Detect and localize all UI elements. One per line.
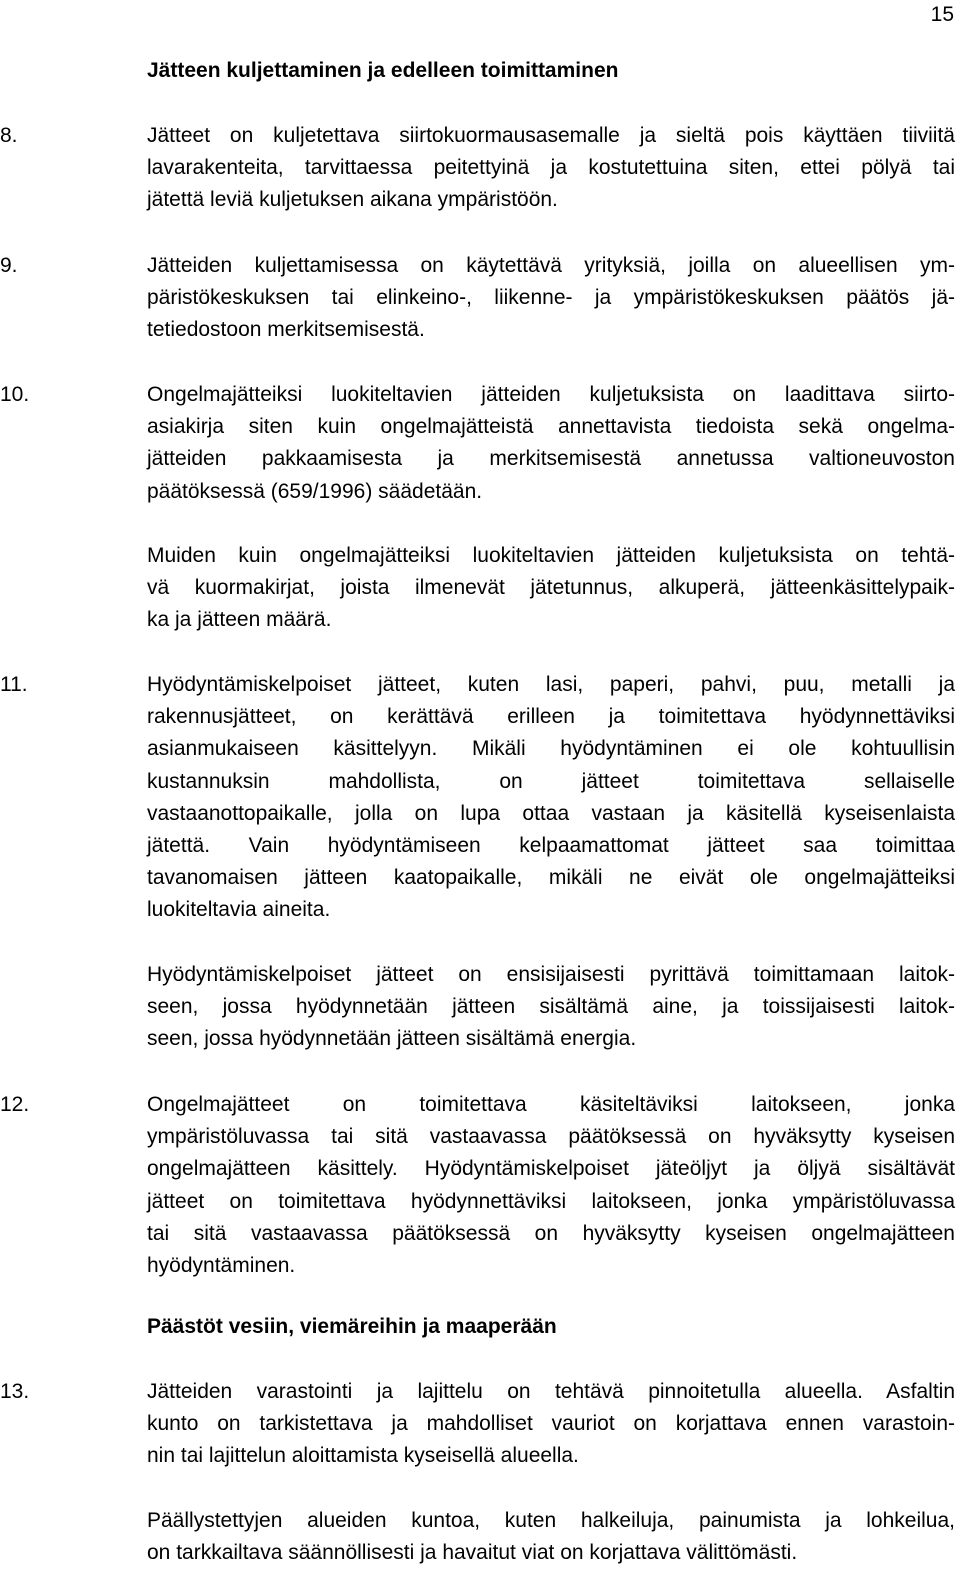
paragraph-line: Ongelmajätteiksi luokiteltavien jätteiden kuljetuksista on laadittava siirto- bbox=[147, 383, 955, 406]
paragraph-line: Päällystettyjen alueiden kuntoa, kuten halkeiluja, painumista ja lohkeilua, bbox=[147, 1509, 955, 1532]
paragraph-line: rakennusjätteet, on kerättävä erilleen ja toimitettava hyödynnettäviksi bbox=[147, 705, 955, 728]
paragraph-line: vastaanottopaikalle, jolla on lupa ottaa vastaan ja käsitellä kyseisenlaista bbox=[147, 802, 955, 825]
paragraph-line: Hyödyntämiskelpoiset jätteet, kuten lasi, paperi, pahvi, puu, metalli ja bbox=[147, 673, 955, 696]
item-number: 12. bbox=[0, 1093, 30, 1116]
paragraph-line: hyödyntäminen. bbox=[147, 1254, 296, 1277]
paragraph-line: nin tai lajittelun aloittamista kyseisellä alueella. bbox=[147, 1444, 579, 1467]
paragraph-line: jätteiden pakkaamisesta ja merkitsemisestä annetussa valtioneuvoston bbox=[147, 447, 955, 470]
paragraph-line: asianmukaiseen käsittelyyn. Mikäli hyödyntäminen ei ole kohtuullisin bbox=[147, 737, 955, 760]
paragraph-line: päätöksessä (659/1996) säädetään. bbox=[147, 480, 483, 503]
paragraph-line: luokiteltavia aineita. bbox=[147, 898, 331, 921]
paragraph-line: tai sitä vastaavassa päätöksessä on hyväksytty kyseisen ongelmajätteen bbox=[147, 1222, 955, 1245]
paragraph-line: Muiden kuin ongelmajätteiksi luokiteltavien jätteiden kuljetuksista on tehtä- bbox=[147, 544, 955, 567]
paragraph-line: Hyödyntämiskelpoiset jätteet on ensisijaisesti pyrittävä toimittamaan laitok- bbox=[147, 963, 955, 986]
item-number: 8. bbox=[0, 124, 18, 147]
paragraph-line: ongelmajätteen käsittely. Hyödyntämiskelpoiset jäteöljyt ja öljyä sisältävät bbox=[147, 1157, 955, 1180]
item-number: 10. bbox=[0, 383, 30, 406]
paragraph-line: on tarkkailtava säännöllisesti ja havaitut viat on korjattava välittömästi. bbox=[147, 1541, 798, 1564]
paragraph-line: ka ja jätteen määrä. bbox=[147, 608, 332, 631]
paragraph-line: kunto on tarkistettava ja mahdolliset vauriot on korjattava ennen varastoin- bbox=[147, 1412, 955, 1435]
paragraph-line: jätteet on toimitettava hyödynnettäviksi laitokseen, jonka ympäristöluvassa bbox=[147, 1190, 955, 1213]
paragraph-line: päristökeskuksen tai elinkeino-, liikenne- ja ympäristökeskuksen päätös jä- bbox=[147, 286, 955, 309]
paragraph-line: seen, jossa hyödynnetään jätteen sisältämä energia. bbox=[147, 1027, 637, 1050]
paragraph-line: seen, jossa hyödynnetään jätteen sisältämä aine, ja toissijaisesti laitok- bbox=[147, 995, 955, 1018]
paragraph-line: Jätteiden varastointi ja lajittelu on tehtävä pinnoitetulla alueella. Asfaltin bbox=[147, 1380, 955, 1403]
page-number: 15 bbox=[930, 3, 954, 26]
paragraph-line: Jätteiden kuljettamisessa on käytettävä yrityksiä, joilla on alueellisen ym- bbox=[147, 254, 955, 277]
paragraph-line: jätettä. Vain hyödyntämiseen kelpaamattomat jätteet saa toimittaa bbox=[147, 834, 955, 857]
paragraph-line: vä kuormakirjat, joista ilmenevät jätetunnus, alkuperä, jätteenkäsittelypaik- bbox=[147, 576, 955, 599]
section-heading: Päästöt vesiin, viemäreihin ja maaperään bbox=[147, 1315, 557, 1338]
item-number: 13. bbox=[0, 1380, 30, 1403]
paragraph-line: tavanomaisen jätteen kaatopaikalle, mikäli ne eivät ole ongelmajätteiksi bbox=[147, 866, 955, 889]
item-number: 9. bbox=[0, 254, 18, 277]
paragraph-line: asiakirja siten kuin ongelmajätteistä annettavista tiedoista sekä ongelma- bbox=[147, 415, 955, 438]
paragraph-line: kustannuksin mahdollista, on jätteet toimitettava sellaiselle bbox=[147, 770, 955, 793]
paragraph-line: Jätteet on kuljetettava siirtokuormausasemalle ja sieltä pois käyttäen tiiviitä bbox=[147, 124, 955, 147]
paragraph-line: ympäristöluvassa tai sitä vastaavassa päätöksessä on hyväksytty kyseisen bbox=[147, 1125, 955, 1148]
item-number: 11. bbox=[0, 673, 28, 696]
paragraph-line: lavarakenteita, tarvittaessa peitettyinä ja kostutettuina siten, ettei pölyä tai bbox=[147, 156, 955, 179]
paragraph-line: tetiedostoon merkitsemisestä. bbox=[147, 318, 425, 341]
paragraph-line: jätettä leviä kuljetuksen aikana ympäristöön. bbox=[147, 188, 558, 211]
section-heading: Jätteen kuljettaminen ja edelleen toimittaminen bbox=[147, 59, 619, 82]
paragraph-line: Ongelmajätteet on toimitettava käsiteltäviksi laitokseen, jonka bbox=[147, 1093, 955, 1116]
